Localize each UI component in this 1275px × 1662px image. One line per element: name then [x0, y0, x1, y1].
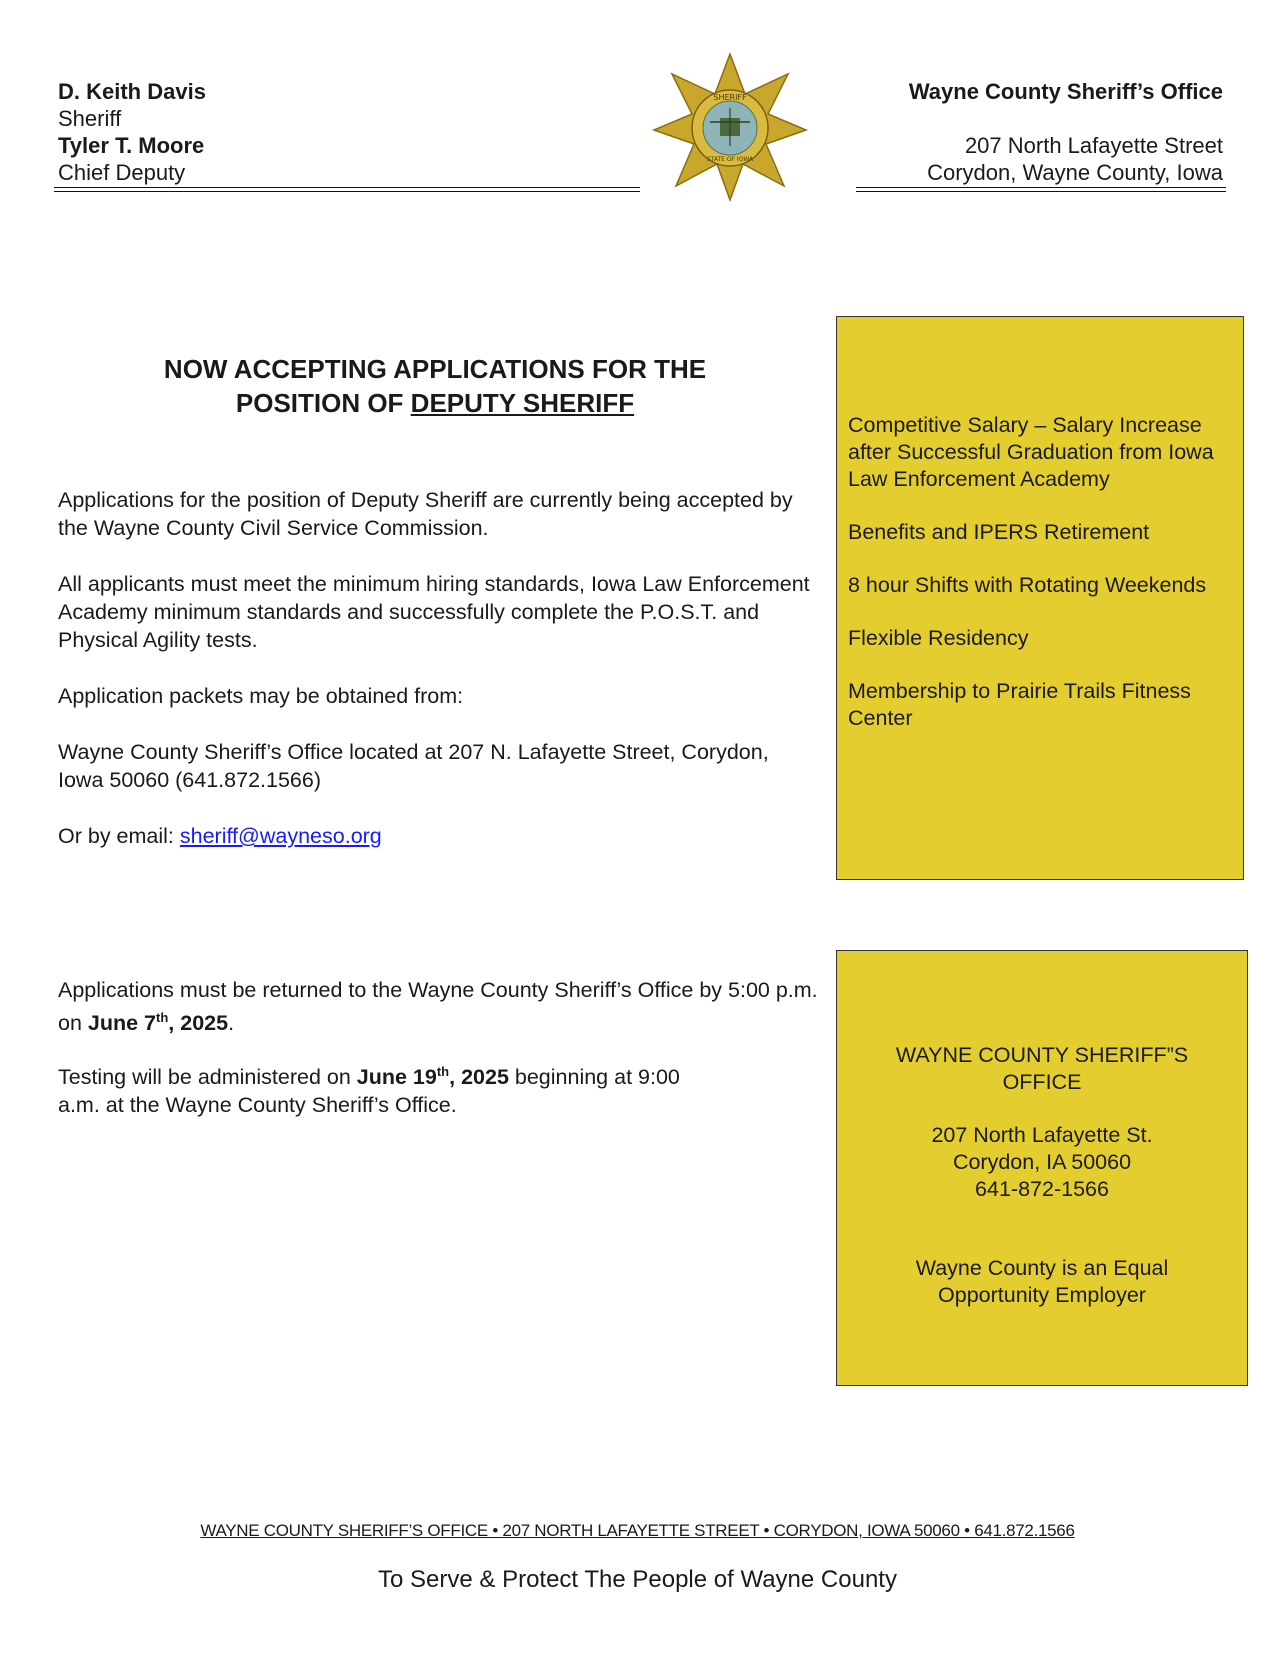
headline — [110, 352, 760, 420]
header-right-block — [909, 78, 1223, 186]
paragraph-packets: Application packets may be obtained from: — [58, 684, 464, 708]
headline-line1: NOW ACCEPTING APPLICATIONS FOR THE — [163, 354, 707, 384]
chief-deputy-title: Chief Deputy — [58, 160, 186, 185]
contact-address-line2: Corydon, IA 50060 — [952, 1150, 1132, 1174]
benefit-item-residency: Flexible Residency — [848, 626, 1029, 650]
contact-address-line1: 207 North Lafayette St. — [931, 1123, 1153, 1147]
paragraph-applications-accepted: Applications for the position of Deputy Sheriff are currently being accepted by the Wayne County Civil Service Commission. — [58, 488, 793, 540]
benefit-item-salary: Competitive Salary – Salary Increase after Successful Graduation from Iowa Law Enforcement Academy — [848, 413, 1214, 491]
benefit-item-shifts: 8 hour Shifts with Rotating Weekends — [848, 573, 1207, 597]
paragraph-requirements: All applicants must meet the minimum hiring standards, Iowa Law Enforcement Academy minimum standards and successfully complete the P.O.S.T. and Physical Agility tests. — [58, 572, 810, 652]
office-name: Wayne County Sheriff’s Office — [908, 79, 1223, 104]
office-address-line1: 207 North Lafayette Street — [964, 133, 1223, 158]
svg-text:STATE OF IOWA: STATE OF IOWA — [706, 156, 754, 163]
contact-box — [836, 950, 1248, 1386]
sheriff-badge-logo — [652, 52, 808, 202]
office-address-line2: Corydon, Wayne County, Iowa — [927, 160, 1223, 185]
paragraph-testing: Testing will be administered on June 19th, 2025 beginning at 9:00 a.m. at the Wayne County Sheriff’s Office. — [58, 1064, 680, 1118]
paragraph-deadline: Applications must be returned to the Wayne County Sheriff’s Office by 5:00 p.m. on June 7th, 2025. — [58, 978, 818, 1036]
header-left-divider — [54, 187, 640, 192]
footer-motto: To Serve & Protect The People of Wayne County — [378, 1566, 897, 1593]
contact-phone: 641-872-1566 — [975, 1177, 1109, 1201]
sheriff-title: Sheriff — [58, 106, 122, 131]
eeo-line2: Opportunity Employer — [938, 1283, 1146, 1307]
benefit-item-fitness: Membership to Prairie Trails Fitness Center — [848, 679, 1191, 730]
header-right-divider — [856, 187, 1226, 192]
position-title: DEPUTY SHERIFF — [410, 388, 635, 418]
headline-line2: POSITION OF DEPUTY SHERIFF — [235, 388, 635, 418]
paragraph-email: Or by email: sheriff@wayneso.org — [58, 824, 382, 848]
paragraph-office-location: Wayne County Sheriff’s Office located at 207 N. Lafayette Street, Corydon, Iowa 50060 (641.872.1566) — [58, 740, 769, 792]
benefits-box — [836, 316, 1244, 880]
eeo-line1: Wayne County is an Equal — [915, 1256, 1169, 1280]
svg-text:SHERIFF: SHERIFF — [713, 93, 747, 102]
footer-contact-line: WAYNE COUNTY SHERIFF’S OFFICE • 207 NORTH LAFAYETTE STREET • CORYDON, IOWA 50060 • 641.872.1566 — [200, 1521, 1075, 1540]
contact-office-line1: WAYNE COUNTY SHERIFF”S — [895, 1043, 1189, 1067]
sheriff-name: D. Keith Davis — [58, 79, 206, 104]
chief-deputy-name: Tyler T. Moore — [58, 133, 205, 158]
email-link[interactable]: sheriff@wayneso.org — [179, 824, 382, 848]
benefit-item-retirement: Benefits and IPERS Retirement — [848, 520, 1150, 544]
contact-office-line2: OFFICE — [1002, 1070, 1082, 1094]
header-left-block — [58, 78, 206, 186]
